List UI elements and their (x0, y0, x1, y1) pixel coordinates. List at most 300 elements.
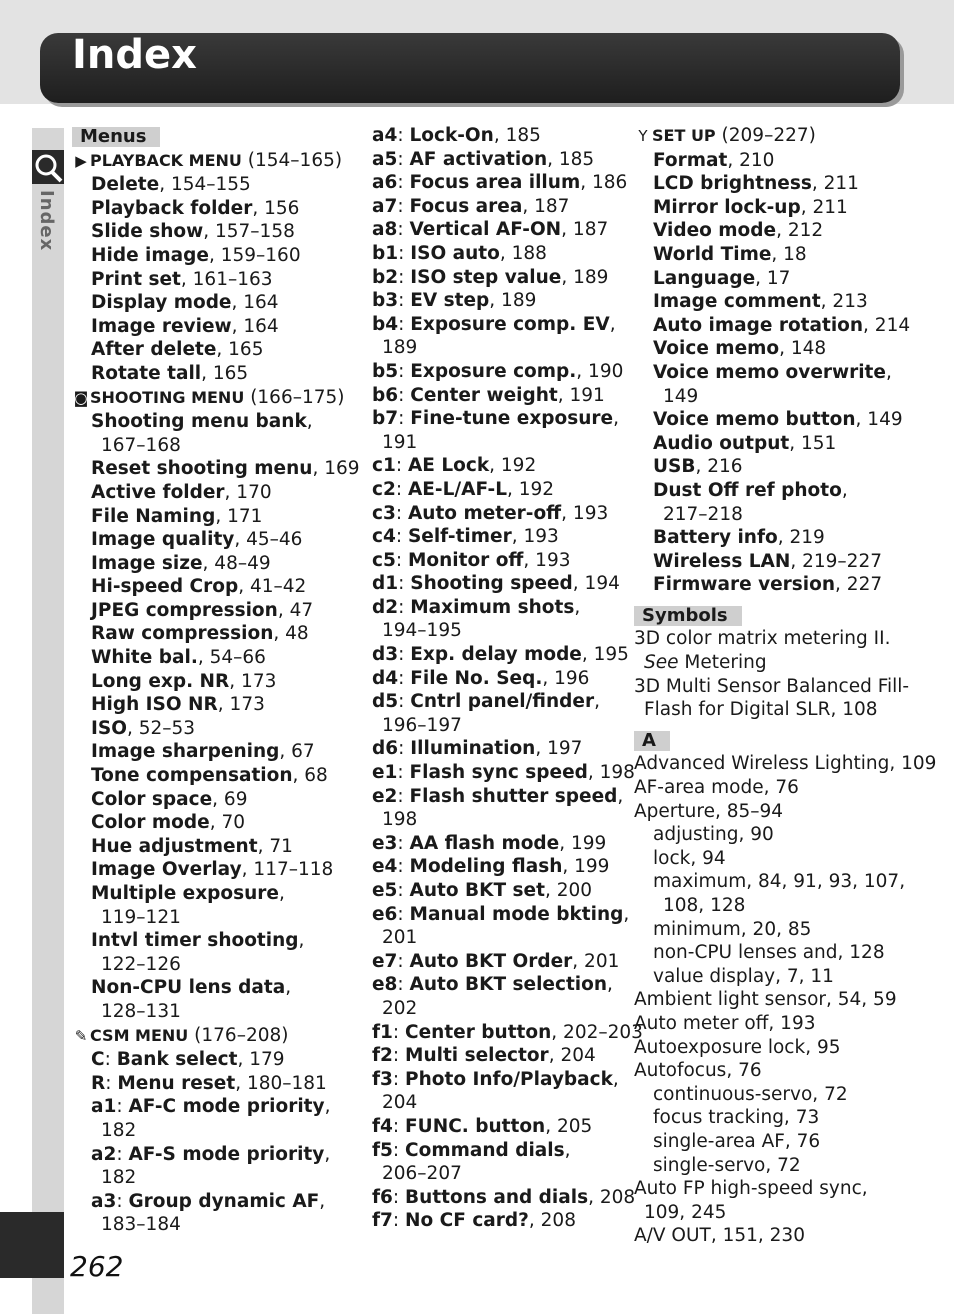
setting-code: c2 (372, 478, 396, 500)
index-entry (372, 1186, 643, 1210)
separator: : (398, 691, 411, 713)
separator: : (398, 596, 411, 618)
entry-pages: , 227 (835, 574, 883, 596)
index-entry (372, 1139, 643, 1163)
entry-text: 3D color matrix metering II. (634, 628, 891, 650)
separator: : (398, 667, 411, 689)
entry-term: AE-L/AF-L (407, 478, 507, 500)
index-entry (372, 360, 643, 384)
separator: : (392, 1210, 406, 1232)
subentry-text: continuous-servo, 72 (653, 1083, 848, 1105)
entry-term: AA flash mode (409, 832, 560, 854)
entry-pages: , (609, 313, 616, 335)
entry-text: 109, 245 (644, 1201, 727, 1223)
entry-pages: 149 (663, 385, 699, 407)
entry-term: Monitor off (407, 549, 524, 571)
entry-pages: , 187 (522, 195, 570, 217)
entry-term: ISO step value (410, 266, 562, 288)
separator: : (397, 762, 410, 784)
entry-pages: , 164 (231, 315, 279, 337)
index-entry (372, 171, 643, 195)
entry-pages: , 148 (779, 338, 827, 360)
entry-term: Illumination (410, 738, 536, 760)
thumb-index-mark (0, 1212, 64, 1278)
subentry-text: non-CPU lenses and, 128 (653, 942, 885, 964)
setting-code: f6 (372, 1186, 393, 1208)
entry-pages: , 69 (212, 788, 248, 810)
entry-term: Auto BKT set (409, 880, 545, 901)
index-entry (372, 808, 643, 832)
index-entry (72, 362, 360, 386)
index-entry (72, 173, 360, 197)
entry-pages: , 213 (820, 291, 868, 313)
setting-code: e2 (372, 785, 398, 807)
index-entry (72, 717, 360, 741)
separator: : (398, 573, 411, 595)
separator: : (398, 644, 411, 666)
entry-pages: , 171 (215, 505, 263, 527)
entry-pages: , 186 (580, 172, 628, 194)
setting-code: e3 (372, 832, 398, 854)
index-entry (372, 454, 643, 478)
entry-term: Shooting speed (410, 573, 573, 595)
index-entry (634, 1130, 936, 1154)
entry-pages: , 216 (695, 456, 743, 478)
entry-pages: , 117–118 (241, 859, 334, 881)
entry-term: AF activation (409, 148, 548, 170)
entry-pages: , 165 (216, 339, 264, 361)
entry-term: Video mode (653, 220, 777, 242)
entry-term: Voice memo overwrite (653, 361, 886, 383)
separator: : (398, 360, 411, 382)
index-entry (72, 1095, 360, 1119)
index-entry (372, 879, 643, 903)
entry-pages: , 187 (561, 219, 609, 241)
menu-heading (72, 149, 360, 174)
entry-term: Hi-speed Crop (91, 576, 239, 598)
entry-pages: , 149 (855, 409, 903, 431)
entry-pages: , 41–42 (238, 576, 307, 598)
subentry-text: focus tracking, 73 (653, 1107, 820, 1129)
index-entry (634, 870, 936, 894)
index-entry (634, 847, 936, 871)
entry-pages: 182 (101, 1167, 137, 1189)
see-reference: See (644, 652, 679, 674)
entry-pages: , 193 (511, 526, 559, 548)
entry-pages: , 194 (572, 573, 620, 595)
index-entry (372, 336, 643, 360)
entry-pages: , 159–160 (208, 244, 301, 266)
index-entry (72, 481, 360, 505)
entry-pages: , 202–203 (551, 1021, 643, 1043)
entry-term: Dust Off ref photo (653, 479, 842, 501)
entry-term: File No. Seq. (410, 667, 543, 689)
entry-pages: , 195 (581, 644, 629, 666)
entry-pages: 217–218 (663, 503, 743, 525)
index-entry (372, 525, 643, 549)
separator: : (397, 832, 410, 854)
index-entry (72, 1143, 360, 1167)
setting-code: d3 (372, 644, 399, 666)
entry-term: Menu reset (117, 1072, 236, 1094)
section-heading (72, 124, 360, 149)
index-entry (634, 675, 936, 699)
entry-term: File Naming (91, 505, 216, 527)
setting-code: d5 (372, 691, 399, 713)
entry-pages: , 154–155 (159, 174, 251, 196)
separator: : (395, 455, 408, 477)
separator: : (398, 313, 411, 335)
index-entry (372, 195, 643, 219)
setting-code: a4 (372, 125, 398, 146)
entry-term: Active folder (91, 481, 225, 503)
entry-term: Exposure comp. (410, 360, 577, 382)
entry-term: Color mode (91, 812, 210, 834)
entry-pages: , 54–66 (197, 647, 266, 669)
index-entry (634, 1106, 936, 1130)
index-entry (634, 361, 936, 385)
index-entry (372, 1044, 643, 1068)
index-entry (372, 266, 643, 290)
index-entry (72, 1072, 360, 1096)
subentry-text: minimum, 20, 85 (653, 918, 812, 940)
setting-code: a6 (372, 172, 398, 194)
menu-heading (72, 386, 360, 411)
index-entry (72, 670, 360, 694)
entry-term: Lock-On (409, 125, 494, 146)
setting-code: f3 (372, 1068, 393, 1090)
entry-term: Vertical AF-ON (409, 219, 562, 241)
entry-term: Firmware version (653, 574, 836, 596)
separator: : (395, 478, 408, 500)
entry-pages: , 189 (561, 266, 609, 288)
separator: : (392, 1139, 406, 1161)
entry-pages: 189 (382, 337, 418, 359)
separator: : (398, 738, 411, 760)
setting-code: R (91, 1072, 106, 1094)
separator: : (397, 219, 410, 241)
separator: : (398, 266, 411, 288)
entry-term: Language (653, 267, 756, 289)
entry-pages: 196–197 (382, 714, 462, 736)
setting-code: C (91, 1049, 105, 1071)
index-entry (372, 997, 643, 1021)
entry-pages: , 192 (507, 478, 555, 500)
index-entry (634, 1201, 936, 1225)
index-entry (634, 651, 936, 675)
index-entry (72, 1190, 360, 1214)
setting-code: a5 (372, 148, 398, 170)
entry-term: Raw compression (91, 623, 274, 645)
entry-term: Hide image (91, 244, 209, 266)
separator: : (398, 384, 411, 406)
index-entry (634, 918, 936, 942)
index-column-1 (72, 124, 360, 1237)
index-entry (372, 714, 643, 738)
entry-term: USB (653, 456, 696, 478)
entry-term: Delete (91, 174, 160, 196)
separator: : (398, 408, 411, 430)
entry-term: Auto BKT selection (409, 974, 608, 996)
index-entry (634, 823, 936, 847)
separator: : (392, 1045, 406, 1067)
title-bar (40, 33, 900, 103)
entry-pages: , (612, 1068, 619, 1090)
setting-code: e4 (372, 856, 398, 878)
index-entry (372, 737, 643, 761)
entry-pages: , 211 (800, 196, 848, 218)
menu-heading (72, 1024, 360, 1049)
entry-pages: , 208 (588, 1186, 636, 1208)
menu-name: CSM MENU (90, 1025, 189, 1045)
index-entry (372, 1021, 643, 1045)
entry-term: Voice memo (653, 338, 780, 360)
page-range: (176–208) (188, 1024, 289, 1046)
index-entry (372, 1115, 643, 1139)
entry-pages: , (319, 1190, 326, 1212)
entry-pages: , 165 (201, 362, 249, 384)
camera-icon: ◙ (73, 388, 89, 407)
index-entry (634, 941, 936, 965)
index-entry (372, 1209, 643, 1233)
entry-pages: , 188 (499, 242, 547, 264)
entry-term: AF-S mode priority (128, 1143, 325, 1165)
entry-term: EV step (410, 290, 490, 312)
entry-term: Long exp. NR (91, 670, 230, 692)
index-entry (634, 800, 936, 824)
entry-pages: , (285, 977, 292, 999)
entry-pages: 182 (101, 1119, 137, 1141)
separator: : (116, 1096, 129, 1118)
entry-pages: , 185 (493, 125, 541, 146)
index-entry (72, 197, 360, 221)
index-entry (72, 457, 360, 481)
wrench-icon: Y (638, 127, 648, 145)
page-number: 262 (70, 1250, 124, 1283)
menu-name: PLAYBACK MENU (90, 150, 242, 170)
index-entry (72, 882, 360, 906)
index-entry (372, 218, 643, 242)
index-entry (72, 434, 360, 458)
entry-pages: , (613, 408, 619, 430)
index-entry (634, 1154, 936, 1178)
index-entry (372, 903, 643, 927)
entry-pages: , 212 (776, 220, 824, 242)
entry-term: Group dynamic AF (128, 1190, 320, 1212)
index-entry (72, 268, 360, 292)
setting-code: c3 (372, 502, 396, 524)
index-entry (634, 408, 936, 432)
entry-text: Autoexposure lock, 95 (634, 1036, 841, 1058)
subentry-text: adjusting, 90 (653, 824, 774, 846)
entry-pages: 167–168 (101, 434, 181, 456)
index-entry (372, 926, 643, 950)
entry-term: Mirror lock-up (653, 196, 801, 218)
entry-term: AE Lock (407, 455, 490, 477)
entry-text: Aperture, 85–94 (634, 800, 784, 822)
entry-pages: , 48–49 (202, 552, 271, 574)
entry-term: Fine-tune exposure (410, 408, 614, 430)
index-entry (72, 1119, 360, 1143)
entry-term: Center weight (410, 384, 558, 406)
setting-code: f4 (372, 1115, 393, 1137)
index-entry (72, 811, 360, 835)
entry-term: Focus area (409, 195, 523, 217)
entry-term: Print set (91, 268, 181, 290)
index-entry (634, 965, 936, 989)
entry-pages: 128–131 (101, 1000, 181, 1022)
separator: : (104, 1049, 117, 1071)
entry-term: Auto BKT Order (409, 950, 573, 972)
index-entry (372, 1162, 643, 1186)
index-entry (72, 338, 360, 362)
entry-pages: , 17 (755, 267, 791, 289)
index-entry (634, 526, 936, 550)
entry-pages: 119–121 (101, 906, 181, 928)
entry-term: White bal. (91, 647, 198, 669)
entry-pages: , 173 (217, 694, 265, 716)
setting-code: b5 (372, 360, 399, 382)
index-entry (634, 314, 936, 338)
setting-code: b6 (372, 384, 399, 406)
entry-pages: 183–184 (101, 1214, 181, 1236)
separator: : (397, 950, 410, 972)
entry-pages: 198 (382, 809, 418, 831)
entry-pages: , (278, 883, 285, 904)
index-entry (634, 149, 936, 173)
separator: : (397, 172, 410, 194)
separator: : (397, 785, 410, 807)
index-entry (634, 1036, 936, 1060)
entry-pages: , (564, 1139, 571, 1161)
index-entry (72, 906, 360, 930)
entry-term: Photo Info/Playback (405, 1068, 613, 1090)
playback-icon: ▶ (75, 151, 87, 170)
index-entry (634, 290, 936, 314)
entry-pages: , 211 (811, 173, 859, 195)
index-entry (634, 1177, 936, 1201)
entry-pages: , 170 (224, 481, 272, 503)
subentry-text: maximum, 84, 91, 93, 107, (653, 871, 906, 893)
index-entry (372, 431, 643, 455)
separator: : (398, 242, 411, 264)
entry-term: Voice memo button (653, 409, 856, 431)
setting-code: f7 (372, 1210, 393, 1232)
index-entry (72, 835, 360, 859)
entry-pages: , 197 (535, 738, 583, 760)
page-range: (154–165) (241, 149, 343, 171)
entry-term: Maximum shots (410, 596, 575, 618)
index-entry (72, 788, 360, 812)
entry-term: Reset shooting menu (91, 458, 313, 480)
index-entry (634, 988, 936, 1012)
entry-pages: , 151 (789, 432, 837, 454)
setting-code: a8 (372, 219, 398, 241)
index-entry (634, 455, 936, 479)
setting-code: e6 (372, 903, 398, 925)
entry-term: FUNC. button (405, 1115, 546, 1137)
setting-code: a3 (91, 1190, 117, 1212)
section-label: A (634, 731, 670, 751)
index-entry (634, 698, 936, 722)
index-entry (72, 315, 360, 339)
setting-code: d2 (372, 596, 399, 618)
separator: : (397, 148, 410, 170)
entry-term: Image Overlay (91, 859, 242, 881)
entry-term: Focus area illum (409, 172, 581, 194)
entry-term: Wireless LAN (653, 550, 791, 572)
index-entry (72, 505, 360, 529)
entry-text: 3D Multi Sensor Balanced Fill- (634, 675, 910, 697)
index-entry (372, 785, 643, 809)
entry-pages: , 198 (587, 762, 635, 784)
entry-pages: 201 (382, 927, 418, 949)
index-entry (72, 410, 360, 434)
separator: : (395, 526, 408, 548)
entry-term: Manual mode bkting (409, 903, 624, 925)
index-entry (634, 243, 936, 267)
section-heading (634, 603, 936, 628)
setting-code: b3 (372, 290, 399, 312)
index-entry (634, 432, 936, 456)
entry-pages: , 196 (542, 667, 590, 689)
entry-pages: , 191 (557, 384, 605, 406)
entry-term: Image review (91, 315, 232, 337)
entry-pages: , 169 (312, 458, 360, 480)
index-entry (72, 599, 360, 623)
entry-pages: , 199 (562, 856, 610, 878)
entry-pages: , 164 (231, 292, 279, 314)
entry-pages: 194–195 (382, 620, 462, 642)
entry-pages: , (841, 479, 848, 501)
setting-code: a2 (91, 1143, 117, 1165)
entry-term: Tone compensation (91, 765, 293, 787)
entry-term: Auto image rotation (653, 314, 864, 336)
setting-code: a1 (91, 1096, 117, 1118)
entry-pages: , (324, 1143, 331, 1165)
index-entry (372, 973, 643, 997)
index-entry (634, 503, 936, 527)
magnifier-icon (32, 150, 64, 184)
setting-code: d6 (372, 738, 399, 760)
index-entry (634, 573, 936, 597)
entry-pages: , 214 (863, 314, 911, 336)
entry-pages: , 157–158 (203, 221, 295, 243)
index-entry (72, 622, 360, 646)
setting-code: f2 (372, 1045, 393, 1067)
page-range: (166–175) (244, 386, 345, 408)
separator: : (397, 903, 410, 925)
setting-code: c4 (372, 526, 396, 548)
index-entry (372, 596, 643, 620)
entry-text: Advanced Wireless Lighting, 109 (634, 753, 937, 775)
setting-code: e8 (372, 974, 398, 996)
entry-term: ISO (91, 717, 127, 739)
entry-text: Auto meter off, 193 (634, 1012, 816, 1034)
separator: : (397, 880, 410, 901)
index-entry (72, 528, 360, 552)
entry-term: Auto meter-off (407, 502, 562, 524)
entry-term: Flash shutter speed (409, 785, 618, 807)
entry-term: Audio output (653, 432, 790, 454)
index-entry (72, 693, 360, 717)
index-entry (372, 572, 643, 596)
entry-pages: , 161–163 (180, 268, 273, 290)
entry-pages: , 200 (544, 880, 593, 901)
separator: : (395, 502, 408, 524)
index-entry (634, 1059, 936, 1083)
entry-pages: , 193 (523, 549, 571, 571)
